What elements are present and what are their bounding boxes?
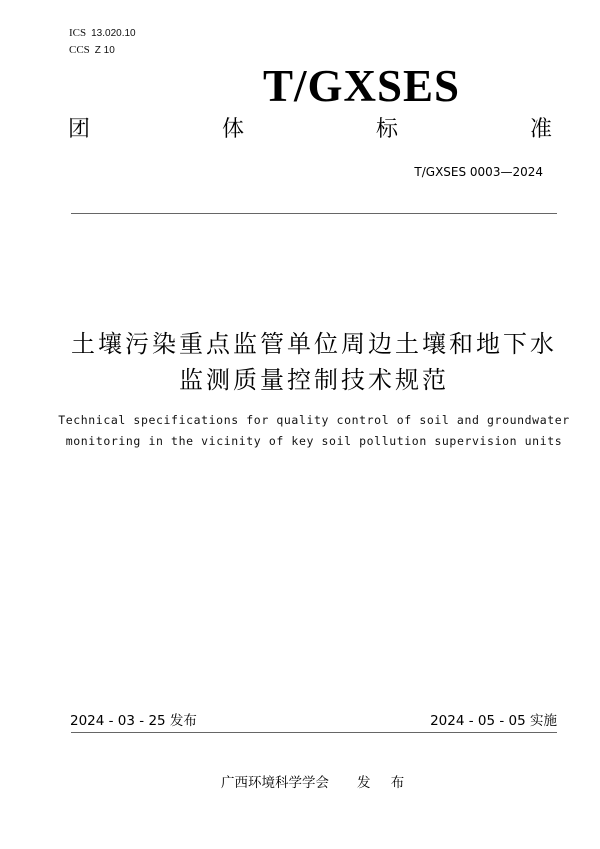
title-english [0, 410, 600, 452]
standard-type-char: 团 [68, 117, 91, 142]
standard-type-char: 标 [375, 117, 398, 142]
top-divider [71, 213, 557, 214]
title-chinese [0, 326, 600, 398]
standard-type-char: 体 [221, 117, 244, 142]
ics-label: ICS [69, 27, 87, 39]
ics-value: 13.020.10 [91, 28, 136, 39]
standard-number: T/GXSES 0003—2024 [414, 165, 543, 179]
publish-verb: 发 布 [357, 775, 413, 791]
brand-code: T/GXSES [263, 61, 461, 111]
title-english-line-1: Technical specifications for quality control of soil and groundwater [58, 413, 570, 427]
title-chinese-line-2: 监测质量控制技术规范 [179, 366, 449, 394]
standard-type [68, 116, 552, 144]
ccs-label: CCS [69, 44, 90, 56]
publisher-line [221, 773, 412, 793]
implementation-date: 2024 - 05 - 05 实施 [430, 713, 557, 729]
classification-codes [69, 25, 136, 59]
ccs-row [69, 42, 136, 59]
title-english-line-2: monitoring in the vicinity of key soil pollution supervision units [65, 434, 563, 448]
issue-date: 2024 - 03 - 25 发布 [70, 713, 197, 729]
bottom-divider [71, 732, 557, 733]
title-chinese-line-1: 土壤污染重点监管单位周边土壤和地下水 [71, 330, 557, 358]
ics-row [69, 25, 136, 42]
publisher-name: 广西环境科学学会 [221, 775, 329, 791]
standard-type-char: 准 [529, 117, 552, 142]
ccs-value: Z 10 [94, 45, 115, 56]
